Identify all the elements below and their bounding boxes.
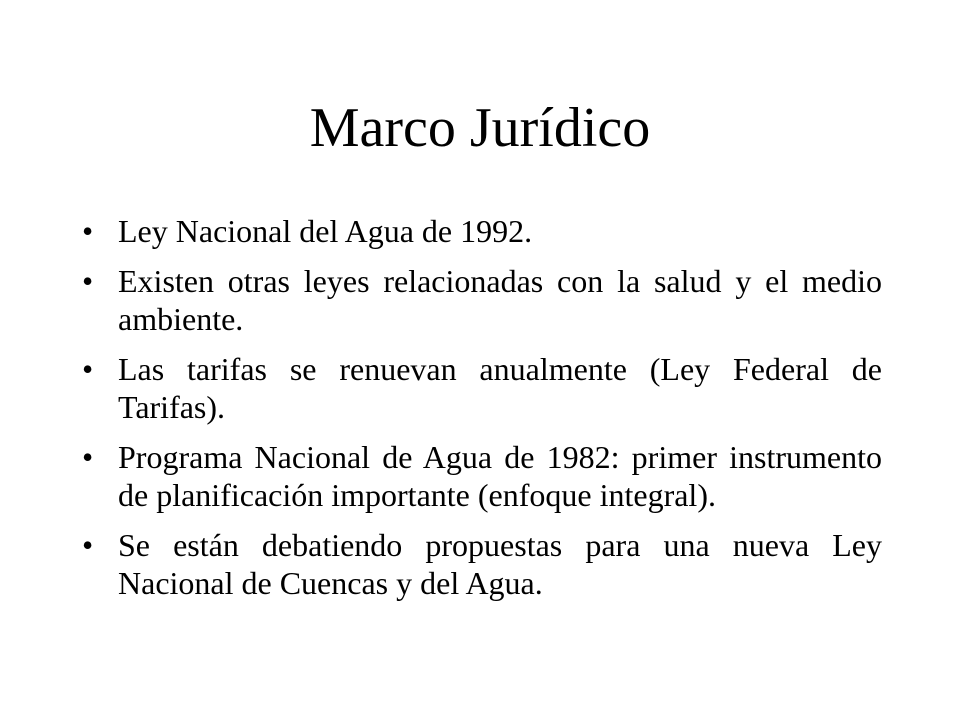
bullet-text: Ley Nacional del Agua de 1992.	[118, 213, 533, 249]
list-item	[82, 438, 882, 514]
bullet-icon: •	[82, 439, 94, 475]
bullet-icon: •	[82, 213, 94, 249]
bullet-text: Programa Nacional de Agua de 1982: primer instrumento de planificación importante (enfoque integral).	[118, 439, 882, 513]
bullet-text: Se están debatiendo propuestas para una nueva Ley Nacional de Cuencas y del Agua.	[118, 527, 882, 601]
list-item	[82, 212, 882, 250]
list-item	[82, 526, 882, 602]
bullet-icon: •	[82, 351, 94, 387]
bullet-list	[82, 212, 882, 614]
list-item	[82, 262, 882, 338]
bullet-text: Existen otras leyes relacionadas con la salud y el medio ambiente.	[118, 263, 882, 337]
bullet-icon: •	[82, 263, 94, 299]
list-item	[82, 350, 882, 426]
bullet-text: Las tarifas se renuevan anualmente (Ley Federal de Tarifas).	[118, 351, 882, 425]
slide-title: Marco Jurídico	[309, 97, 651, 159]
bullet-icon: •	[82, 527, 94, 563]
